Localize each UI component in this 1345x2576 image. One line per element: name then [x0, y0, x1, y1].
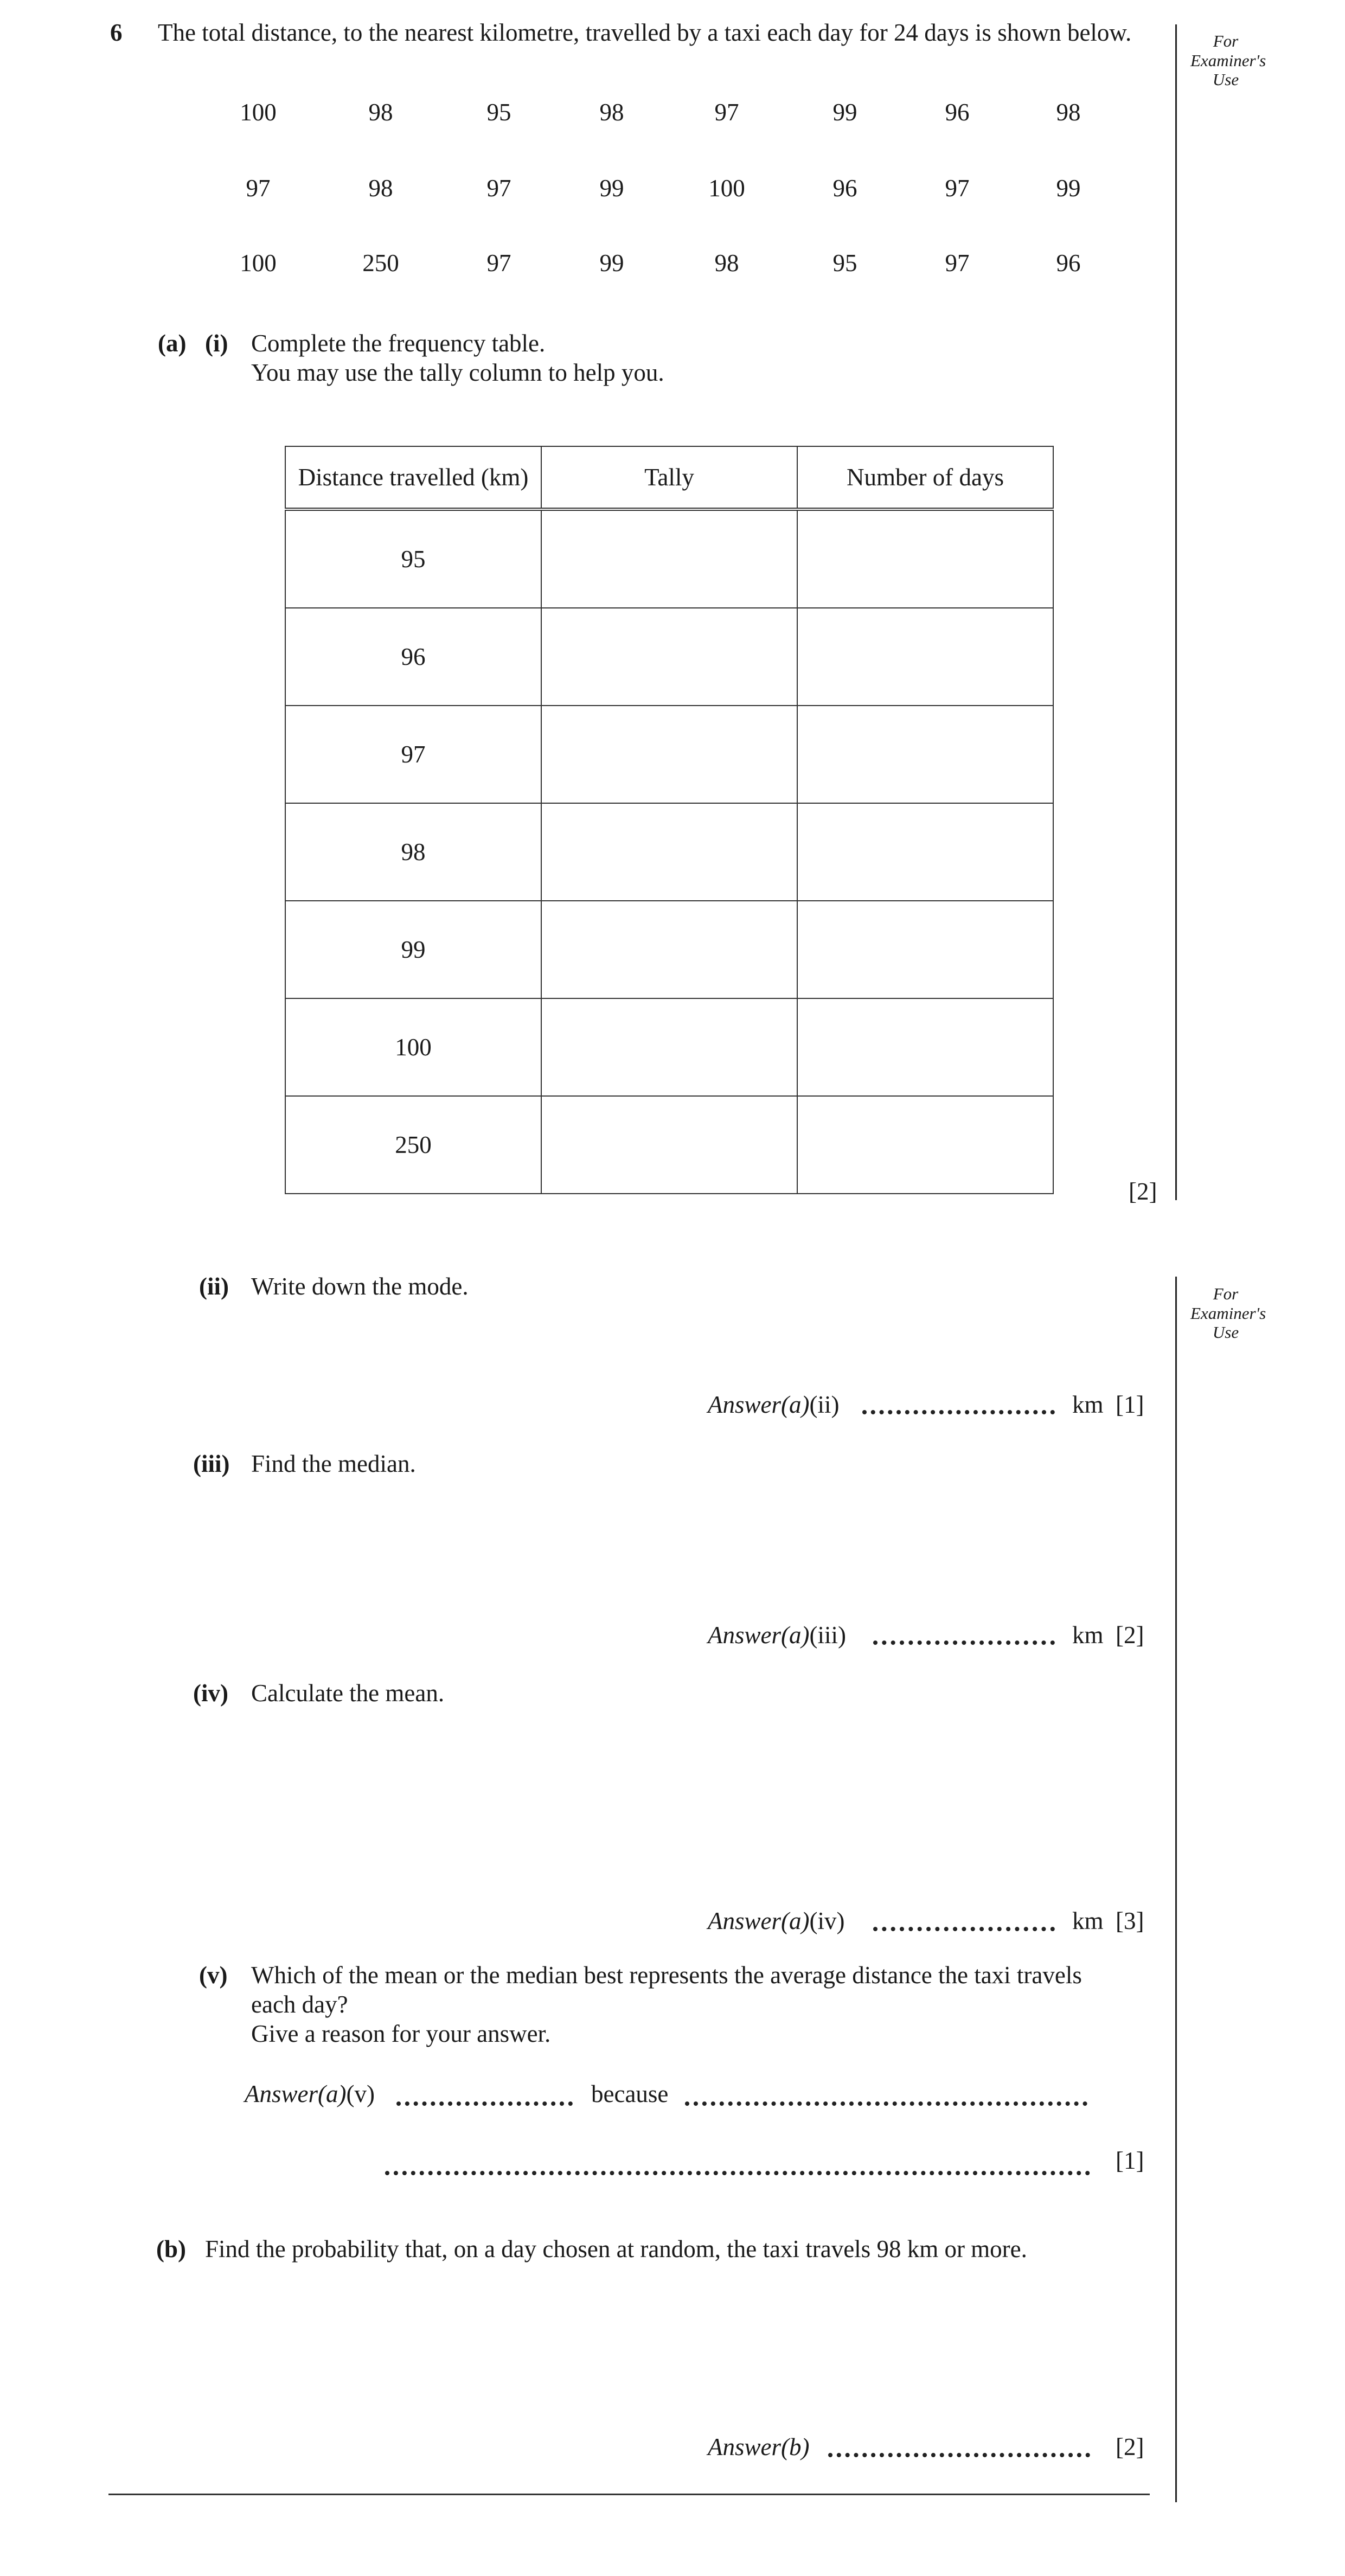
distance-cell: 96 [285, 608, 541, 706]
tally-cell[interactable] [541, 901, 797, 998]
part-b-marks: [2] [1116, 2433, 1144, 2460]
part-a-iii-answer-label: Answer(a)(iii) [708, 1622, 846, 1649]
part-a-ii-unit: km [1072, 1391, 1104, 1418]
number-of-days-cell[interactable] [797, 706, 1053, 803]
header-number-of-days: Number of days [797, 446, 1053, 509]
distance-cell: 98 [285, 803, 541, 901]
part-a-iii-marks: [2] [1116, 1622, 1144, 1649]
part-a-iii-answer-line[interactable] [873, 1641, 1055, 1645]
part-a-iii-label: (iii) [193, 1450, 230, 1477]
data-value: 97 [714, 99, 739, 126]
data-value: 96 [832, 175, 857, 202]
tally-cell[interactable] [541, 706, 797, 803]
part-a-v-label: (v) [199, 1962, 228, 1989]
tally-cell[interactable] [541, 1096, 797, 1194]
part-a-v-answer-label: Answer(a)(v) [245, 2080, 375, 2107]
table-row [285, 803, 1053, 901]
table-row [285, 706, 1053, 803]
part-a-iv-text: Calculate the mean. [251, 1680, 445, 1707]
part-b-answer-label: Answer(b) [708, 2433, 810, 2460]
header-distance: Distance travelled (km) [285, 446, 541, 509]
distance-cell: 100 [285, 998, 541, 1096]
part-a-iv-answer-label: Answer(a)(iv) [708, 1907, 845, 1934]
part-a-ii-answer-line[interactable] [862, 1410, 1055, 1414]
part-a-iii-text: Find the median. [251, 1450, 416, 1477]
frequency-table [285, 446, 1054, 1194]
number-of-days-cell[interactable] [797, 998, 1053, 1096]
tally-cell[interactable] [541, 608, 797, 706]
data-value: 95 [486, 99, 511, 126]
part-a-ii-answer-label: Answer(a)(ii) [708, 1391, 840, 1418]
tally-cell[interactable] [541, 998, 797, 1096]
part-b-label: (b) [156, 2235, 186, 2263]
part-a-ii-marks: [1] [1116, 1391, 1144, 1418]
part-b-answer-line[interactable] [828, 2453, 1090, 2457]
data-value: 96 [945, 99, 970, 126]
data-value: 99 [832, 99, 857, 126]
number-of-days-cell[interactable] [797, 901, 1053, 998]
part-a-label: (a) [158, 330, 187, 357]
part-a-v-line1: Which of the mean or the median best represents the average distance the taxi travels [251, 1962, 1082, 1989]
data-value: 98 [714, 249, 739, 277]
table-row [285, 509, 1053, 608]
examiner-use-label-bottom: For Examiner's Use [1190, 1284, 1266, 1342]
examiner-margin-line-top [1175, 24, 1177, 1200]
part-a-iv-unit: km [1072, 1907, 1104, 1934]
distance-cell: 95 [285, 509, 541, 608]
number-of-days-cell[interactable] [797, 608, 1053, 706]
question-intro: The total distance, to the nearest kilometre, travelled by a taxi each day for 24 days is shown below. [158, 19, 1132, 46]
distance-cell: 250 [285, 1096, 541, 1194]
part-a-ii-text: Write down the mode. [251, 1273, 469, 1300]
part-a-iii-unit: km [1072, 1622, 1104, 1649]
data-value: 97 [246, 175, 271, 202]
distance-cell: 99 [285, 901, 541, 998]
data-value: 250 [362, 249, 399, 277]
table-row [285, 998, 1053, 1096]
part-a-v-reason-line-1[interactable] [685, 2101, 1087, 2106]
data-value: 100 [240, 249, 277, 277]
part-a-v-line3: Give a reason for your answer. [251, 2020, 551, 2047]
distance-cell: 97 [285, 706, 541, 803]
data-value: 95 [832, 249, 857, 277]
part-a-i-line1: Complete the frequency table. [251, 330, 546, 357]
part-a-iv-answer-line[interactable] [873, 1927, 1055, 1931]
data-value: 98 [368, 175, 393, 202]
data-value: 100 [240, 99, 277, 126]
tally-cell[interactable] [541, 509, 797, 608]
header-tally: Tally [541, 446, 797, 509]
part-a-i-label: (i) [205, 330, 228, 357]
data-value: 98 [599, 99, 624, 126]
part-a-i-marks: [2] [1129, 1178, 1157, 1205]
table-header-row [285, 446, 1053, 509]
part-a-v-because: because [591, 2080, 669, 2107]
examiner-use-label-top: For Examiner's Use [1190, 31, 1266, 89]
data-value: 97 [945, 175, 970, 202]
question-number: 6 [110, 19, 123, 46]
data-value: 99 [1056, 175, 1081, 202]
data-value: 98 [368, 99, 393, 126]
data-value: 96 [1056, 249, 1081, 277]
part-a-v-reason-line-2[interactable] [385, 2171, 1090, 2175]
number-of-days-cell[interactable] [797, 803, 1053, 901]
data-value: 99 [599, 249, 624, 277]
part-a-v-marks: [1] [1116, 2147, 1144, 2174]
part-a-iv-marks: [3] [1116, 1907, 1144, 1934]
examiner-margin-line-bottom [1175, 1277, 1177, 2502]
table-row [285, 1096, 1053, 1194]
data-value: 97 [486, 175, 511, 202]
table-row [285, 901, 1053, 998]
data-value: 97 [945, 249, 970, 277]
part-a-ii-label: (ii) [199, 1273, 229, 1300]
part-b-text: Find the probability that, on a day chosen at random, the taxi travels 98 km or more. [205, 2235, 1027, 2263]
tally-cell[interactable] [541, 803, 797, 901]
part-a-i-line2: You may use the tally column to help you. [251, 359, 664, 386]
data-value: 98 [1056, 99, 1081, 126]
page-bottom-rule [108, 2494, 1150, 2495]
data-value: 97 [486, 249, 511, 277]
table-row [285, 608, 1053, 706]
number-of-days-cell[interactable] [797, 509, 1053, 608]
part-a-v-line2: each day? [251, 1991, 348, 2018]
number-of-days-cell[interactable] [797, 1096, 1053, 1194]
data-value: 100 [708, 175, 745, 202]
part-a-iv-label: (iv) [193, 1680, 228, 1707]
data-value: 99 [599, 175, 624, 202]
part-a-v-answer-line[interactable] [396, 2101, 573, 2106]
